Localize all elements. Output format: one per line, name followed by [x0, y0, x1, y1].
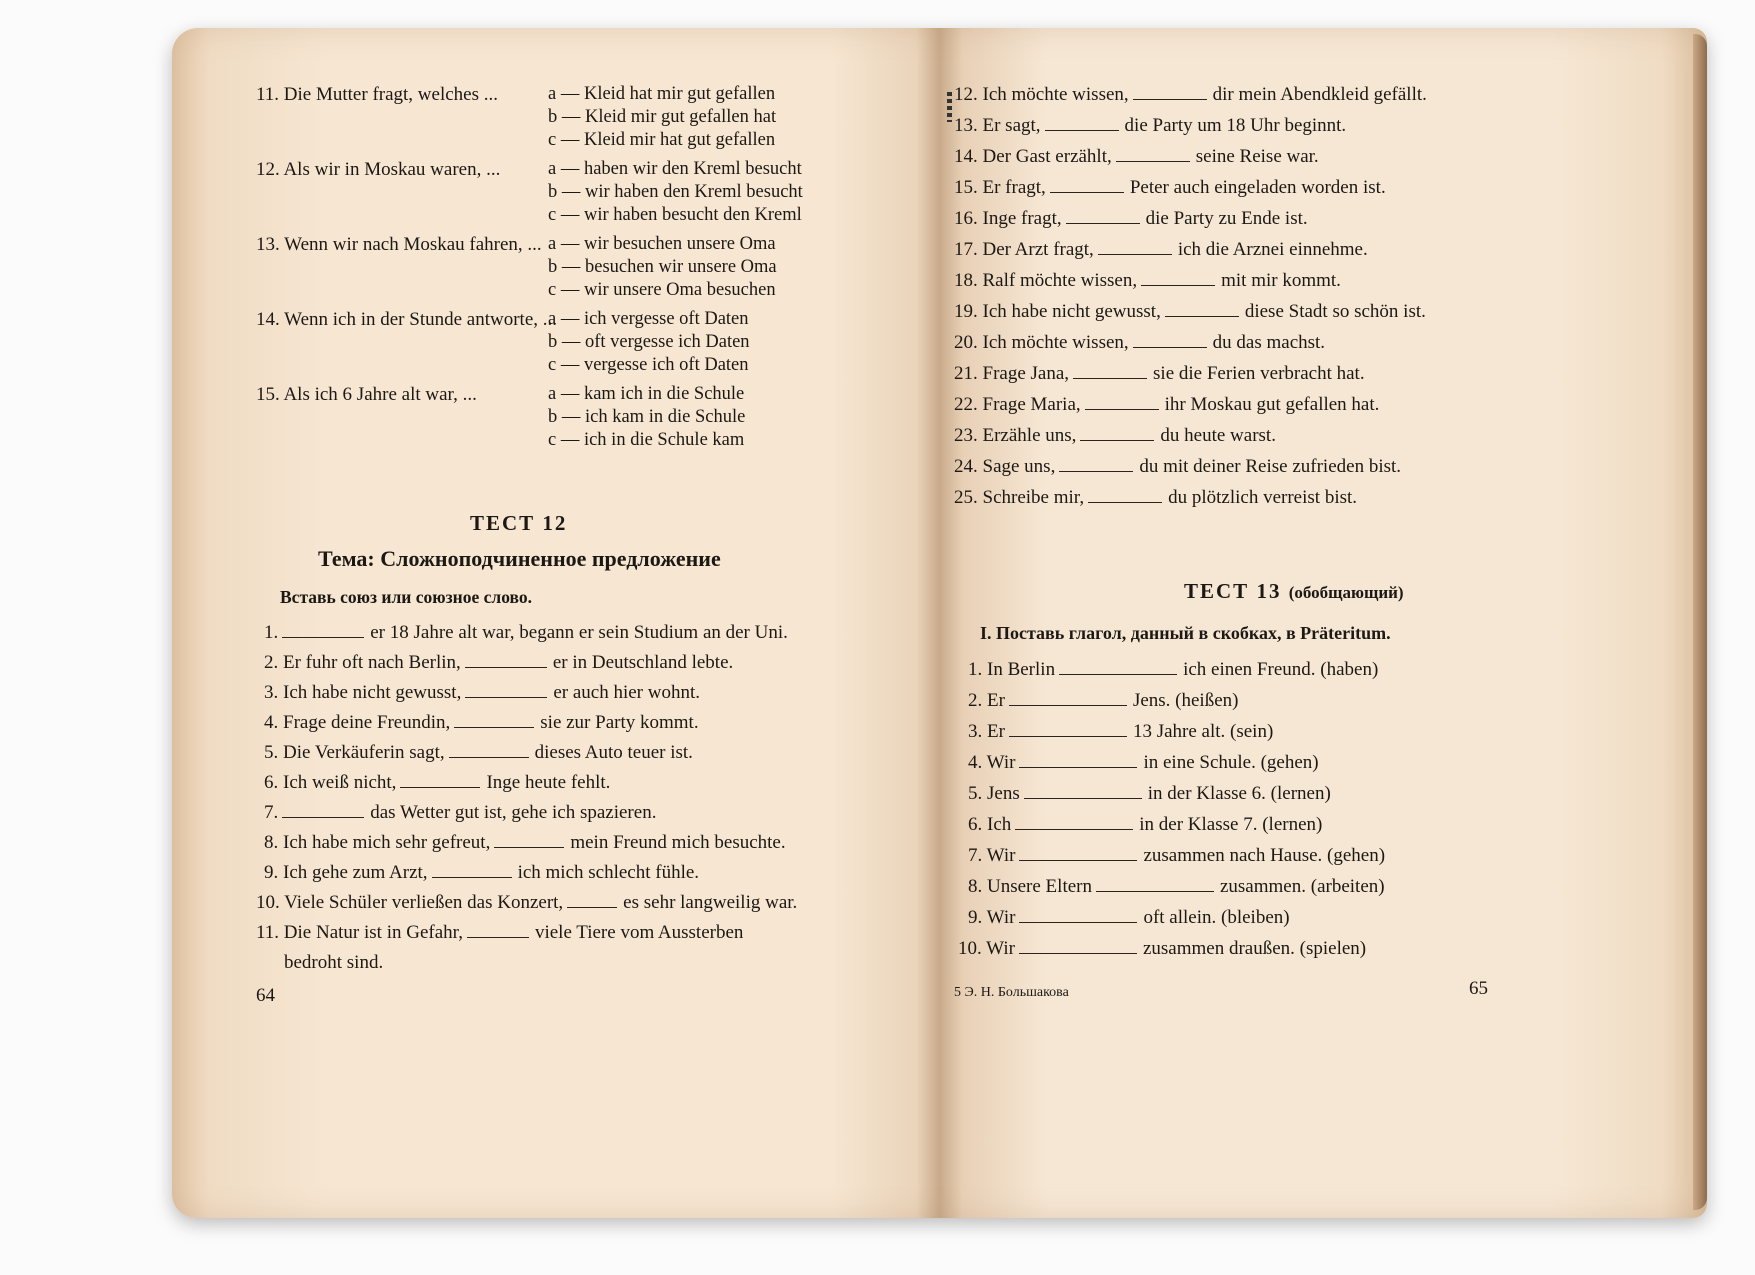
answer-blank[interactable]: [1059, 658, 1177, 675]
item-number: 9.: [264, 862, 279, 883]
item-text-after: zusammen. (arbeiten): [1219, 876, 1385, 897]
item-number: 3.: [264, 682, 279, 703]
item-text-after: ich die Arznei einnehme.: [1177, 239, 1368, 260]
page-number: 65: [1469, 978, 1488, 999]
item-number: 22.: [954, 394, 978, 415]
item-text-after: ich mich schlecht fühle.: [517, 862, 700, 883]
mc-stem: 14. Wenn ich in der Stunde antworte, ...: [256, 309, 558, 330]
item-text-before: Ich habe nicht gewusst,: [283, 682, 462, 703]
test-title: ТЕСТ 12: [470, 511, 568, 535]
item-number: 15.: [954, 177, 978, 198]
item-text-before: Ich möchte wissen,: [982, 84, 1129, 105]
answer-blank[interactable]: [282, 621, 364, 638]
item-text-after: sie die Ferien verbracht hat.: [1153, 363, 1365, 384]
gap-item: [264, 741, 693, 764]
item-number: 9.: [968, 907, 983, 928]
item-text-before: Er fuhr oft nach Berlin,: [283, 652, 461, 673]
verb-item: [968, 689, 1238, 712]
item-number: 23.: [954, 425, 978, 446]
mc-option: a — haben wir den Kreml besucht: [548, 159, 802, 179]
item-text-after: zusammen nach Hause. (gehen): [1143, 845, 1386, 866]
answer-blank[interactable]: [1116, 145, 1190, 162]
item-text-after: oft allein. (bleiben): [1143, 907, 1290, 928]
item-text-before: Er: [987, 721, 1005, 742]
item-number: 20.: [954, 332, 978, 353]
verb-item: [968, 875, 1385, 898]
page-number: 64: [256, 985, 275, 1006]
answer-blank[interactable]: [1019, 937, 1137, 954]
item-text-before: Frage deine Freundin,: [283, 712, 451, 733]
answer-blank[interactable]: [1096, 875, 1214, 892]
item-text-before: Ich habe nicht gewusst,: [982, 301, 1161, 322]
answer-blank[interactable]: [465, 681, 547, 698]
item-number: 7.: [968, 845, 983, 866]
answer-blank[interactable]: [1088, 486, 1162, 503]
mc-option: b — besuchen wir unsere Oma: [548, 257, 777, 277]
item-text-after: es sehr langweilig war.: [623, 892, 798, 913]
item-text-after: das Wetter gut ist, gehe ich spazieren.: [370, 802, 657, 823]
answer-blank[interactable]: [282, 801, 364, 818]
item-text-before: Unsere Eltern: [987, 876, 1092, 897]
item-number: 10.: [256, 892, 280, 913]
item-number: 25.: [954, 487, 978, 508]
item-number: 1.: [264, 622, 279, 643]
item-number: 5.: [264, 742, 279, 763]
item-text-before: Sage uns,: [982, 456, 1056, 477]
answer-blank[interactable]: [400, 771, 480, 788]
item-text-after: dir mein Abendkleid gefällt.: [1212, 84, 1427, 105]
test-title-word: ТЕСТ: [1184, 579, 1250, 603]
mc-option: b — oft vergesse ich Daten: [548, 332, 750, 352]
item-text-before: Der Gast erzählt,: [982, 146, 1112, 167]
test-subtitle: (обобщающий): [1288, 583, 1404, 602]
gutter-mark: [947, 92, 952, 122]
item-text-before: Ich habe mich sehr gefreut,: [283, 832, 491, 853]
answer-blank[interactable]: [454, 711, 534, 728]
mc-option: a — Kleid hat mir gut gefallen: [548, 84, 776, 104]
answer-blank[interactable]: [467, 921, 529, 938]
mc-option: c — ich in die Schule kam: [548, 430, 745, 450]
gap-item: [264, 771, 610, 794]
item-number: 1.: [968, 659, 983, 680]
item-text-after: zusammen draußen. (spielen): [1142, 938, 1367, 959]
right-page: [954, 28, 1694, 1218]
item-number: 21.: [954, 363, 978, 384]
gap-item: [954, 207, 1308, 230]
instruction: Вставь союз или союзное слово.: [280, 587, 532, 607]
item-number: 24.: [954, 456, 978, 477]
gap-item: [954, 486, 1357, 509]
item-number: 19.: [954, 301, 978, 322]
gap-item: [954, 455, 1401, 478]
answer-blank[interactable]: [1085, 393, 1159, 410]
gap-item: [264, 801, 656, 824]
item-number: 18.: [954, 270, 978, 291]
answer-blank[interactable]: [1019, 751, 1137, 768]
verb-item: [968, 658, 1378, 681]
mc-option: a — ich vergesse oft Daten: [548, 309, 749, 329]
item-number: 16.: [954, 208, 978, 229]
verb-item: [968, 906, 1290, 929]
item-text-after: du heute warst.: [1160, 425, 1276, 446]
item-text-after: sie zur Party kommt.: [540, 712, 699, 733]
answer-blank[interactable]: [432, 861, 512, 878]
answer-blank[interactable]: [1080, 424, 1154, 441]
item-text-after: du das machst.: [1212, 332, 1326, 353]
item-text-after: ihr Moskau gut gefallen hat.: [1164, 394, 1380, 415]
item-number: 3.: [968, 721, 983, 742]
answer-blank[interactable]: [1133, 83, 1207, 100]
item-number: 6.: [264, 772, 279, 793]
answer-blank[interactable]: [449, 741, 529, 758]
mc-option: a — kam ich in die Schule: [548, 384, 745, 404]
mc-stem: 11. Die Mutter fragt, welches ...: [256, 84, 498, 105]
answer-blank[interactable]: [1141, 269, 1215, 286]
item-text-after: 13 Jahre alt. (sein): [1132, 721, 1274, 742]
item-number: 2.: [968, 690, 983, 711]
item-number: 2.: [264, 652, 279, 673]
item-text-before: Wir: [986, 938, 1015, 959]
item-text-before: Die Natur ist in Gefahr,: [283, 922, 463, 943]
gap-item: [264, 681, 700, 704]
answer-blank[interactable]: [1165, 300, 1239, 317]
item-text-after: die Party zu Ende ist.: [1145, 208, 1308, 229]
test-title: [1184, 579, 1404, 604]
mc-option: b — Kleid mir gut gefallen hat: [548, 107, 777, 127]
item-text-before: Ralf möchte wissen,: [982, 270, 1138, 291]
mc-option: b — ich kam in die Schule: [548, 407, 746, 427]
verb-item: [968, 751, 1319, 774]
test-number: 13: [1256, 579, 1282, 603]
gap-item: [954, 393, 1379, 416]
item-text-before: Er sagt,: [982, 115, 1041, 136]
instruction: I. Поставь глагол, данный в скобках, в Präteritum.: [980, 623, 1391, 643]
item-text-before: Ich gehe zum Arzt,: [283, 862, 428, 883]
item-text-before: Die Verkäuferin sagt,: [283, 742, 445, 763]
item-text-after: in eine Schule. (gehen): [1143, 752, 1319, 773]
item-text-before: Er: [987, 690, 1005, 711]
mc-option: c — Kleid mir hat gut gefallen: [548, 130, 776, 150]
item-text-after: diese Stadt so schön ist.: [1244, 301, 1426, 322]
test-theme: Тема: Сложноподчиненное предложение: [318, 546, 721, 571]
item-text-before: Inge fragt,: [982, 208, 1062, 229]
item-number: 17.: [954, 239, 978, 260]
mc-stem: 12. Als wir in Moskau waren, ...: [256, 159, 501, 180]
gap-item: [954, 331, 1325, 354]
answer-blank[interactable]: [1133, 331, 1207, 348]
item-number: 10.: [958, 938, 982, 959]
page-block-edge: [1693, 34, 1707, 1210]
item-text-before: In Berlin: [987, 659, 1056, 680]
item-text-after: er auch hier wohnt.: [553, 682, 701, 703]
gap-item: [256, 921, 743, 944]
gap-item: [264, 621, 788, 644]
answer-blank[interactable]: [1009, 689, 1127, 706]
item-number: 5.: [968, 783, 983, 804]
mc-option: c — wir unsere Oma besuchen: [548, 280, 776, 300]
answer-blank[interactable]: [494, 831, 564, 848]
item-text-before: Schreibe mir,: [982, 487, 1085, 508]
item-text-after: Inge heute fehlt.: [486, 772, 611, 793]
verb-item: [968, 813, 1322, 836]
gap-item: [954, 362, 1365, 385]
open-book: [172, 28, 1707, 1218]
item-text-before: Ich möchte wissen,: [982, 332, 1129, 353]
item-number: 8.: [968, 876, 983, 897]
gap-item-continuation: bedroht sind.: [284, 952, 384, 973]
item-number: 14.: [954, 146, 978, 167]
item-text-after: Peter auch eingeladen worden ist.: [1129, 177, 1386, 198]
item-text-before: Wir: [986, 752, 1016, 773]
item-number: 7.: [264, 802, 279, 823]
item-text-after: du mit deiner Reise zufrieden bist.: [1139, 456, 1402, 477]
mc-option: a — wir besuchen unsere Oma: [548, 234, 776, 254]
item-text-after: in der Klasse 7. (lernen): [1139, 814, 1323, 835]
mc-option: c — vergesse ich oft Daten: [548, 355, 749, 375]
verb-item: [958, 937, 1366, 960]
gap-item: [954, 114, 1346, 137]
item-number: 13.: [954, 115, 978, 136]
gap-item: [264, 831, 786, 854]
verb-item: [968, 782, 1331, 805]
item-text-after: seine Reise war.: [1195, 146, 1319, 167]
item-text-before: Wir: [986, 845, 1016, 866]
item-text-after: du plötzlich verreist bist.: [1168, 487, 1358, 508]
item-text-after: die Party um 18 Uhr beginnt.: [1124, 115, 1347, 136]
answer-blank[interactable]: [465, 651, 547, 668]
gap-item: [954, 269, 1341, 292]
item-text-before: Erzähle uns,: [982, 425, 1077, 446]
item-number: 4.: [264, 712, 279, 733]
item-text-after: mein Freund mich besuchte.: [570, 832, 786, 853]
item-text-after: in der Klasse 6. (lernen): [1147, 783, 1331, 804]
answer-blank[interactable]: [1073, 362, 1147, 379]
item-text-after: ich einen Freund. (haben): [1183, 659, 1379, 680]
item-text-after: dieses Auto teuer ist.: [534, 742, 693, 763]
gap-item: [256, 891, 797, 914]
item-text-before: Der Arzt fragt,: [982, 239, 1094, 260]
item-text-before: Viele Schüler verließen das Konzert,: [284, 892, 564, 913]
gap-item: [954, 83, 1427, 106]
answer-blank[interactable]: [1045, 114, 1119, 131]
footer-author: 5 Э. Н. Большакова: [954, 985, 1069, 1000]
item-text-after: er in Deutschland lebte.: [552, 652, 734, 673]
left-page: [172, 28, 932, 1218]
item-text-before: Wir: [986, 907, 1016, 928]
gap-item: [264, 651, 733, 674]
item-text-after: Jens. (heißen): [1132, 690, 1239, 711]
gap-item: [954, 424, 1276, 447]
answer-blank[interactable]: [567, 891, 617, 908]
mc-stem: 15. Als ich 6 Jahre alt war, ...: [256, 384, 477, 405]
item-text-before: Jens: [987, 783, 1020, 804]
gap-item: [954, 176, 1386, 199]
gap-item: [954, 238, 1368, 261]
item-number: 8.: [264, 832, 279, 853]
gap-item: [954, 145, 1319, 168]
verb-item: [968, 720, 1273, 743]
item-text-before: Ich: [987, 814, 1012, 835]
item-number: 4.: [968, 752, 983, 773]
item-text-after: viele Tiere vom Aussterben: [534, 922, 744, 943]
answer-blank[interactable]: [1066, 207, 1140, 224]
item-text-before: Ich weiß nicht,: [283, 772, 397, 793]
mc-option: c — wir haben besucht den Kreml: [548, 205, 802, 225]
answer-blank[interactable]: [1050, 176, 1124, 193]
item-text-after: er 18 Jahre alt war, begann er sein Studium an der Uni.: [370, 622, 788, 643]
answer-blank[interactable]: [1019, 906, 1137, 923]
mc-stem: 13. Wenn wir nach Moskau fahren, ...: [256, 234, 542, 255]
gap-item: [954, 300, 1426, 323]
item-text-after: mit mir kommt.: [1221, 270, 1341, 291]
item-number: 12.: [954, 84, 978, 105]
item-text-before: Er fragt,: [982, 177, 1046, 198]
item-number: 11.: [256, 922, 280, 943]
gap-item: [264, 711, 699, 734]
answer-blank[interactable]: [1009, 720, 1127, 737]
item-text-before: Frage Maria,: [982, 394, 1081, 415]
verb-item: [968, 844, 1385, 867]
gap-item: [264, 861, 699, 884]
answer-blank[interactable]: [1059, 455, 1133, 472]
answer-blank[interactable]: [1019, 844, 1137, 861]
answer-blank[interactable]: [1024, 782, 1142, 799]
mc-option: b — wir haben den Kreml besucht: [548, 182, 803, 202]
item-number: 6.: [968, 814, 983, 835]
answer-blank[interactable]: [1098, 238, 1172, 255]
item-text-before: Frage Jana,: [982, 363, 1070, 384]
answer-blank[interactable]: [1015, 813, 1133, 830]
